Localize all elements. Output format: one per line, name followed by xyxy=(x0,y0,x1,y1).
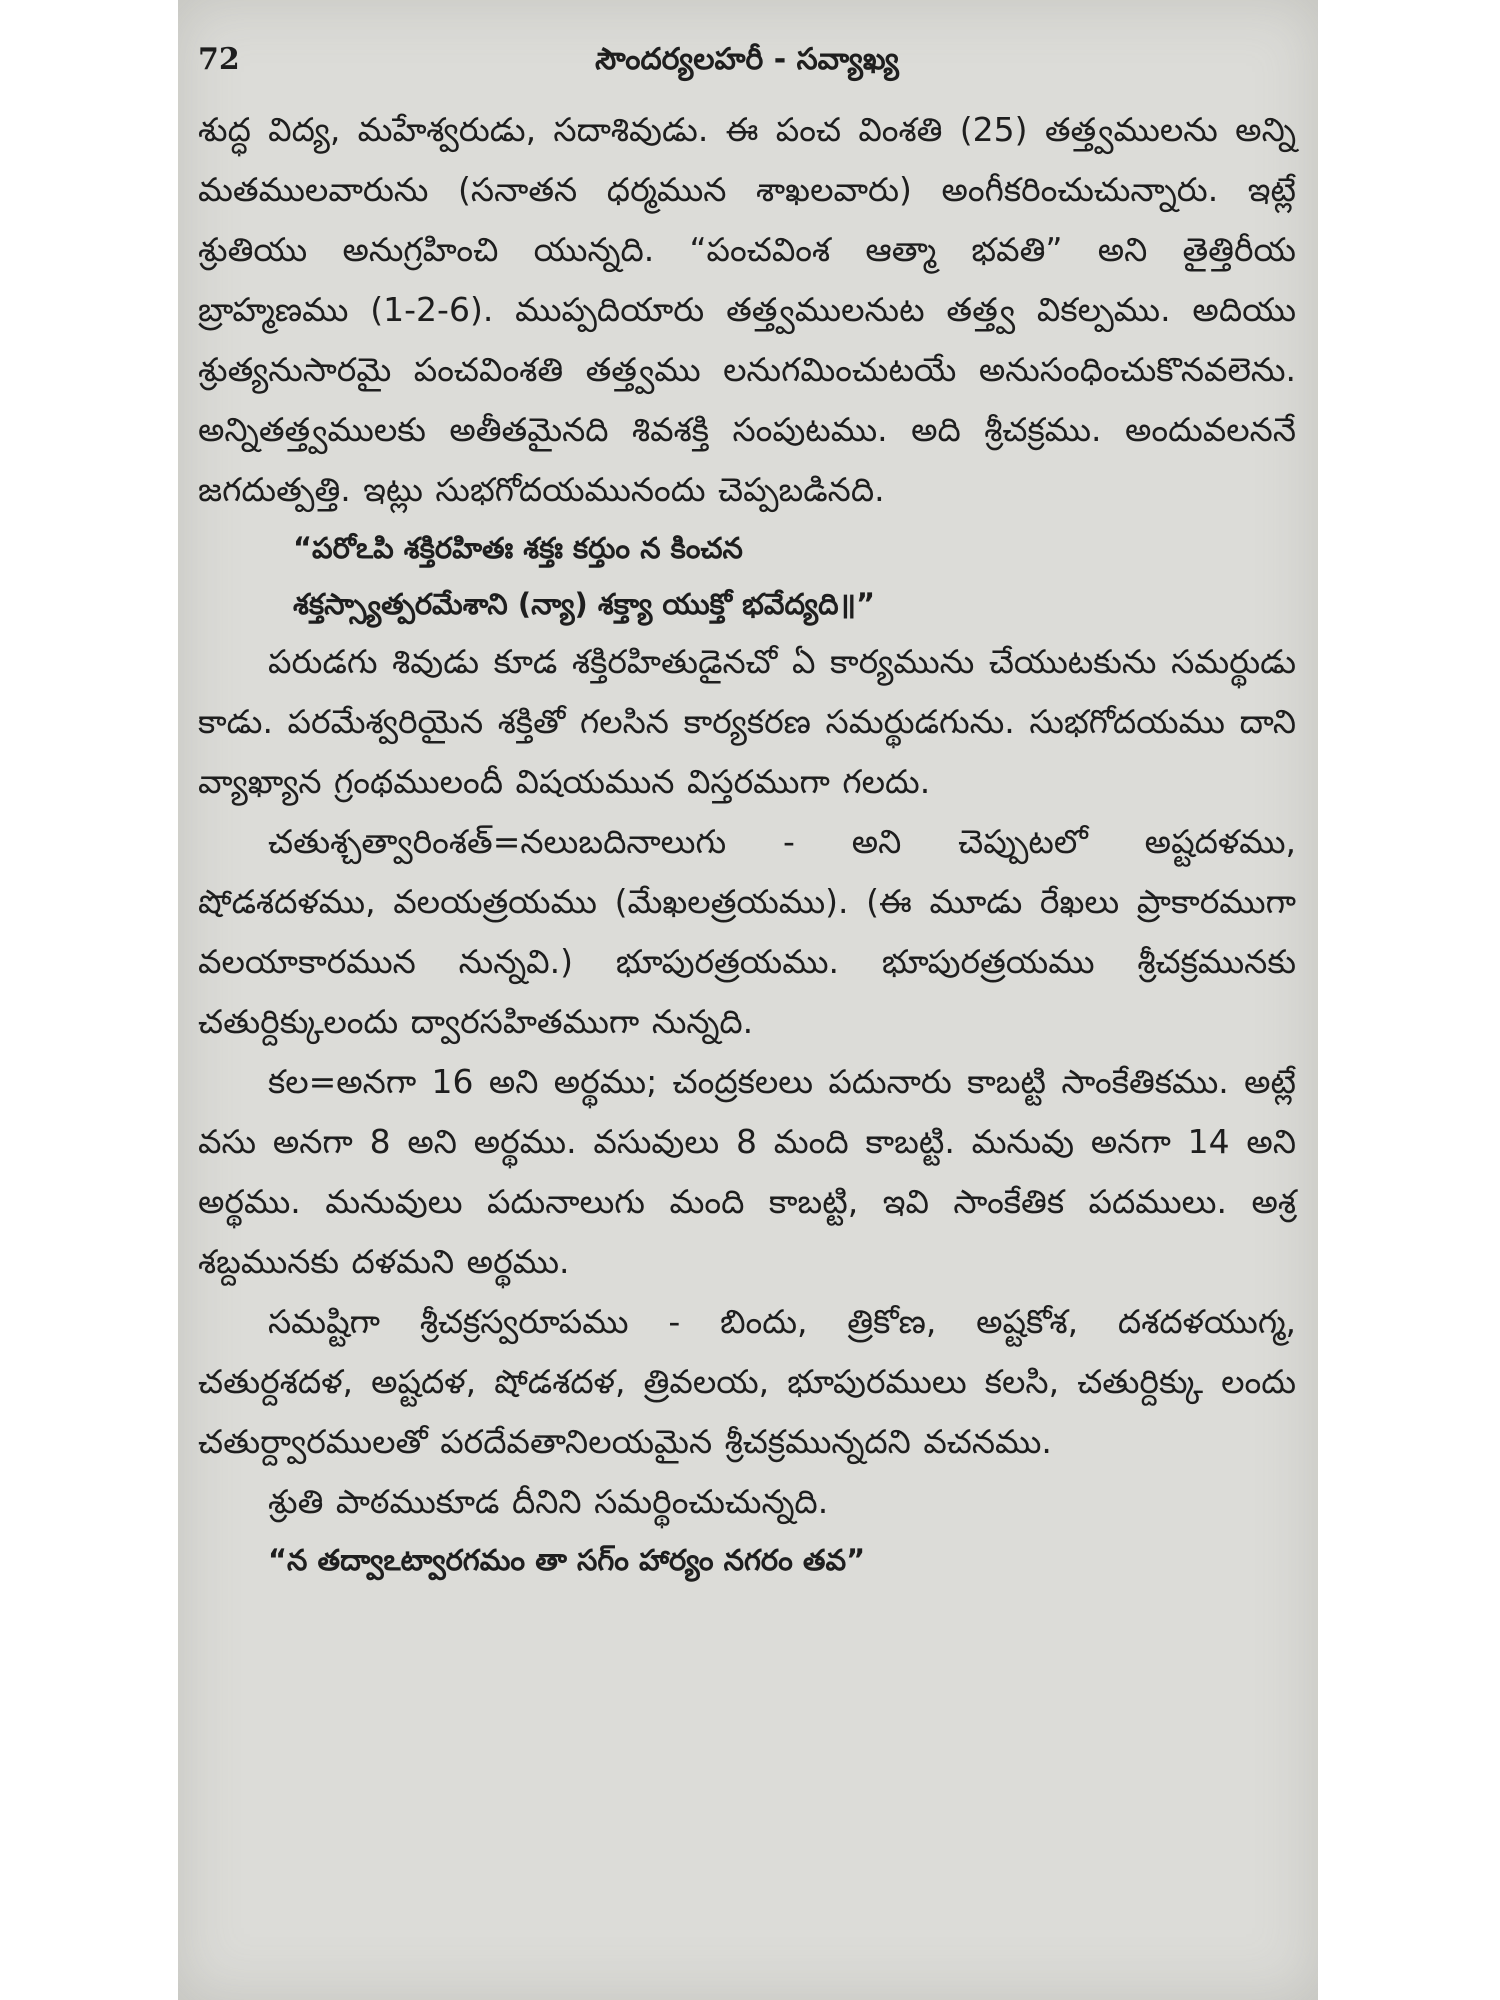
page-header xyxy=(198,30,1296,82)
paragraph-shiva-shakti: పరుడగు శివుడు కూడ శక్తిరహితుడైనచో ఏ కార్యమును చేయుటకును సమర్థుడు కాడు. పరమేశ్వరియైన శక్తితో గలసిన కార్యకరణ సమర్థుడగును. సుభగోదయము దాని వ్యాఖ్యాన గ్రంథములందీ విషయమున విస్తరముగా గలదు. xyxy=(198,642,1296,801)
verse-line: “న తద్వాఽట్వారగమం తా సగ్ం హార్యం నగరం తవ” xyxy=(268,1543,866,1577)
paragraph-shruti: శ్రుతి పాఠముకూడ దీనిని సమర్థించుచున్నది. xyxy=(268,1482,829,1521)
book-page xyxy=(178,0,1318,2000)
verse-line: శక్తస్స్యాత్పరమేశాని (న్యా) శక్త్యా యుక్తో భవేద్యది॥” xyxy=(293,587,875,621)
paragraph-tattvas: శుద్ధ విద్య, మహేశ్వరుడు, సదాశివుడు. ఈ పంచ వింశతి (25) తత్త్వములను అన్ని మతములవారును (సనాతన ధర్మమున శాఖలవారు) అంగీకరించుచున్నారు. ఇట్లే శ్రుతియు అనుగ్రహించి యున్నది. “పంచవింశ ఆత్మా భవతి” అని తైత్తిరీయ బ్రాహ్మణము (1-2-6). ముప్పదియారు తత్త్వములనుట తత్త్వ వికల్పము. అదియు శ్రుత్యనుసారమై పంచవింశతి తత్త్వము లనుగమించుటయే అనుసంధించుకొనవలెను. అన్నితత్త్వములకు అతీతమైనది శివశక్తి సంపుటము. అది శ్రీచక్రము. అందువలననే జగదుత్పత్తి. ఇట్లు సుభగోదయమునందు చెప్పబడినది. xyxy=(198,110,1296,509)
running-head-title: సౌందర్యలహరీ - సవ్యాఖ్య xyxy=(595,42,899,77)
paragraph-srichakra-form: సమష్టిగా శ్రీచక్రస్వరూపము - బిందు, త్రికోణ, అష్టకోశ, దశదళయుగ్మ, చతుర్దశదళ, అష్టదళ, షోడశదళ, త్రివలయ, భూపురములు కలసి, చతుర్దిక్కు లందు చతుర్ద్వారములతో పరదేవతానిలయమైన శ్రీచక్రమున్నదని వచనము. xyxy=(198,1302,1296,1461)
page-number: 72 xyxy=(198,42,240,77)
paragraph-chatushchatvarimshat: చతుశ్చత్వారింశత్=నలుబదినాలుగు - అని చెప్పుటలో అష్టదళము, షోడశదళము, వలయత్రయము (మేఖలత్రయము). (ఈ మూడు రేఖలు ప్రాకారముగా వలయాకారమున నున్నవి.) భూపురత్రయము. భూపురత్రయము శ్రీచక్రమునకు చతుర్దిక్కులందు ద్వారసహితముగా నున్నది. xyxy=(198,822,1296,1041)
verse-line: “పరోఽపి శక్తిరహితః శక్తః కర్తుం న కించన xyxy=(293,531,743,565)
page-content xyxy=(198,30,1296,1980)
paragraph-kala-vasu-manu: కల=అనగా 16 అని అర్థము; చంద్రకలలు పదునారు కాబట్టి సాంకేతికము. అట్లే వసు అనగా 8 అని అర్థము. వసువులు 8 మంది కాబట్టి. మనువు అనగా 14 అని అర్థము. మనువులు పదునాలుగు మంది కాబట్టి, ఇవి సాంకేతిక పదములు. అశ్ర శబ్దమునకు దళమని అర్థము. xyxy=(198,1062,1296,1281)
